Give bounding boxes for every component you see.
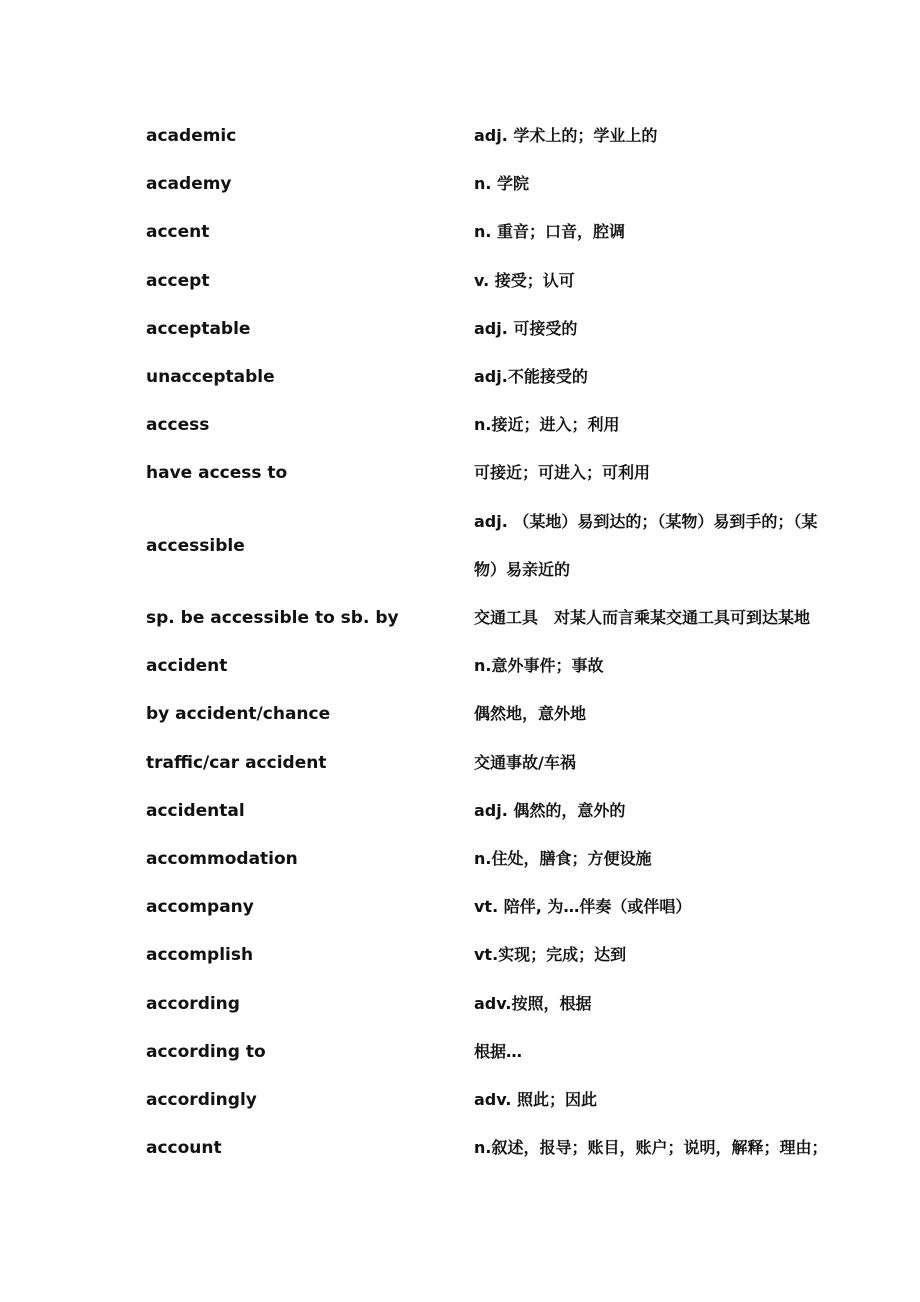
vocab-term: have access to [146, 463, 288, 484]
vocab-meaning: n.意外事件；事故 [474, 656, 604, 676]
vocab-entry [146, 883, 866, 931]
vocab-meaning: vt. 陪伴, 为…伴奏（或伴唱） [474, 897, 692, 917]
vocab-term: accept [146, 270, 210, 291]
vocab-term: accident [146, 656, 228, 677]
vocab-term: accordingly [146, 1090, 257, 1111]
vocab-term: acceptable [146, 318, 251, 339]
vocab-meaning: n.接近；进入；利用 [474, 415, 620, 435]
vocab-term: according to [146, 1041, 266, 1062]
vocab-entry [146, 739, 866, 787]
vocab-entry [146, 257, 866, 305]
vocab-meaning: vt.实现；完成；达到 [474, 945, 627, 965]
vocab-term: accomplish [146, 945, 254, 966]
vocab-entry [146, 835, 866, 883]
vocab-meaning: adv.按照，根据 [474, 993, 592, 1013]
vocab-entry [146, 305, 866, 353]
vocab-entry [146, 498, 866, 594]
vocab-meaning: adj.不能接受的 [474, 367, 588, 387]
vocab-entry [146, 353, 866, 401]
vocab-meaning: 偶然地，意外地 [474, 704, 587, 724]
vocab-entry [146, 160, 866, 208]
vocab-meaning: adj. 学术上的；学业上的 [474, 126, 658, 145]
vocab-term: account [146, 1138, 222, 1159]
vocab-meaning: 可接近；可进入；可利用 [474, 463, 651, 483]
vocab-term: accent [146, 222, 210, 243]
vocab-meaning: n.叙述，报导；账目，账户；说明，解释；理由； [474, 1138, 828, 1158]
vocab-meaning: adj. 偶然的，意外的 [474, 800, 626, 820]
vocab-entry [146, 931, 866, 979]
vocab-term: accompany [146, 897, 254, 918]
vocab-entry [146, 787, 866, 835]
vocab-entry [146, 112, 866, 160]
vocab-entry [146, 594, 866, 642]
vocab-entry [146, 1028, 866, 1076]
vocab-term: traffic/car accident [146, 752, 327, 773]
vocab-meaning-line: 物）易亲近的 [474, 559, 571, 579]
vocab-meaning: n.住处，膳食；方便设施 [474, 849, 652, 869]
vocab-term: accessible [146, 535, 245, 556]
vocab-meaning: 交通事故/车祸 [474, 752, 576, 772]
vocab-term: sp. be accessible to sb. by [146, 608, 399, 629]
vocab-term: according [146, 993, 240, 1014]
vocab-meaning: 交通工具 对某人而言乘某交通工具可到达某地 [474, 608, 811, 628]
vocab-term: accidental [146, 800, 245, 821]
vocab-entry [146, 401, 866, 449]
vocab-meaning: 根据… [474, 1041, 523, 1061]
vocab-meaning: adv. 照此；因此 [474, 1090, 598, 1110]
vocab-meaning [474, 498, 866, 594]
vocab-meaning-line: adj. （某地）易到达的；（某物）易到手的；（某 [474, 511, 818, 531]
vocab-entry [146, 980, 866, 1028]
vocab-entry [146, 449, 866, 497]
vocab-term: access [146, 415, 210, 436]
vocab-meaning: n. 学院 [474, 174, 530, 194]
vocab-meaning: n. 重音；口音，腔调 [474, 222, 626, 242]
vocab-meaning: adj. 可接受的 [474, 318, 578, 338]
vocabulary-list [146, 112, 866, 1172]
vocab-meaning: v. 接受；认可 [474, 270, 575, 290]
vocab-entry [146, 642, 866, 690]
vocab-entry [146, 208, 866, 256]
vocab-term: accommodation [146, 849, 298, 870]
vocab-entry [146, 690, 866, 738]
vocab-entry [146, 1124, 866, 1172]
vocab-term: academy [146, 174, 232, 195]
vocab-term: unacceptable [146, 367, 275, 388]
vocab-entry [146, 1076, 866, 1124]
vocab-term: by accident/chance [146, 704, 331, 725]
vocab-term: academic [146, 126, 237, 146]
